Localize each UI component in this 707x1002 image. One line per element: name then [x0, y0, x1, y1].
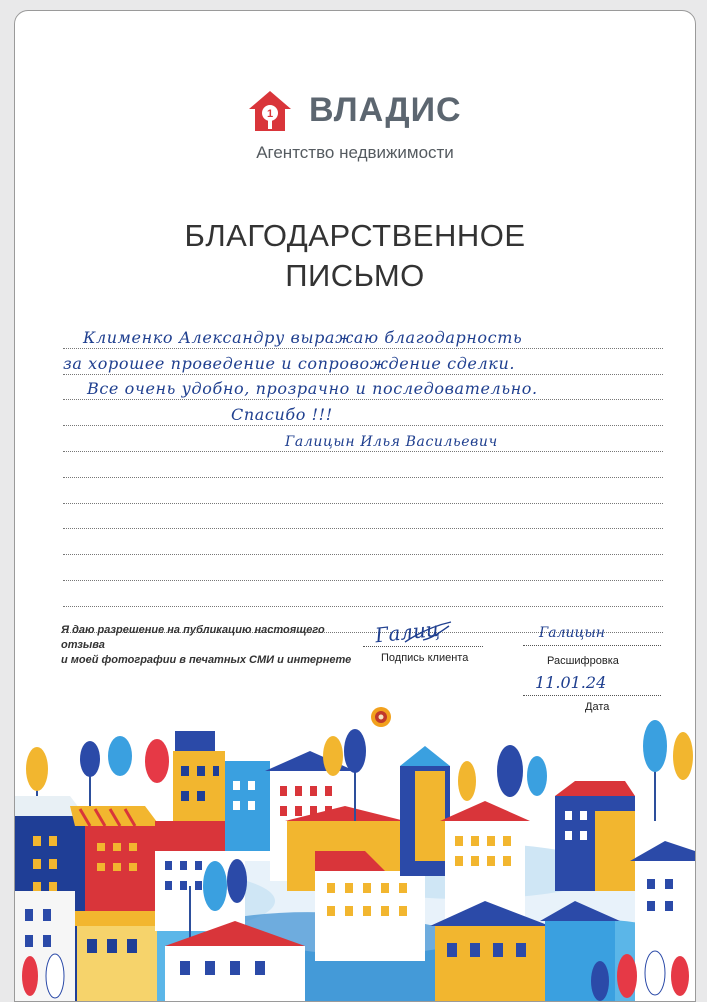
house-number: 1 — [266, 108, 274, 120]
house-logo-icon — [247, 89, 293, 133]
handwritten-text: Галицын Илья Васильевич — [285, 433, 498, 450]
signature-line — [363, 646, 483, 647]
brand-logo — [247, 89, 487, 139]
date-value: 11.01.24 — [535, 673, 607, 692]
date-line — [523, 695, 661, 696]
title-line-2: ПИСЬМО — [285, 258, 425, 293]
publication-consent — [61, 623, 361, 668]
text-line — [63, 375, 663, 401]
date-label: Дата — [585, 701, 610, 713]
handwritten-text-area — [63, 323, 663, 633]
handwritten-text: Спасибо !!! — [231, 405, 333, 425]
decoding-value: Галицын — [539, 625, 605, 641]
consent-line-1: Я даю разрешение на публикацию настоящего отзыва — [61, 624, 325, 651]
text-line — [63, 323, 663, 349]
city-illustration — [15, 711, 695, 1001]
handwritten-text: Клименко Александру выражаю благодарность — [83, 327, 523, 347]
decoding-label: Расшифровка — [547, 655, 619, 667]
text-line — [63, 400, 663, 426]
decoding-line — [523, 645, 661, 646]
client-signature-field — [363, 616, 483, 666]
signature-stroke-icon — [403, 620, 453, 646]
letter-title — [15, 216, 695, 296]
decoding-field — [523, 623, 663, 673]
client-signature: Галиц — [373, 616, 441, 648]
date-field — [523, 671, 663, 716]
consent-line-2: и моей фотографии в печатных СМИ и интернете — [61, 654, 352, 666]
text-line — [63, 581, 663, 607]
handwritten-text: за хорошее проведение и сопровождение сделки. — [63, 353, 516, 373]
brand-name: ВЛАДИС — [309, 91, 462, 129]
text-line — [63, 452, 663, 478]
signature-label: Подпись клиента — [381, 652, 469, 664]
handwritten-text: Все очень удобно, прозрачно и последовательно. — [87, 379, 538, 399]
text-line — [63, 478, 663, 504]
text-line — [63, 504, 663, 530]
brand-subtitle: Агентство недвижимости — [256, 143, 454, 162]
title-line-1: БЛАГОДАРСТВЕННОЕ — [184, 218, 526, 253]
text-line — [63, 529, 663, 555]
text-line — [63, 555, 663, 581]
letter-sheet — [14, 10, 696, 1002]
text-line — [63, 426, 663, 452]
text-line — [63, 349, 663, 375]
